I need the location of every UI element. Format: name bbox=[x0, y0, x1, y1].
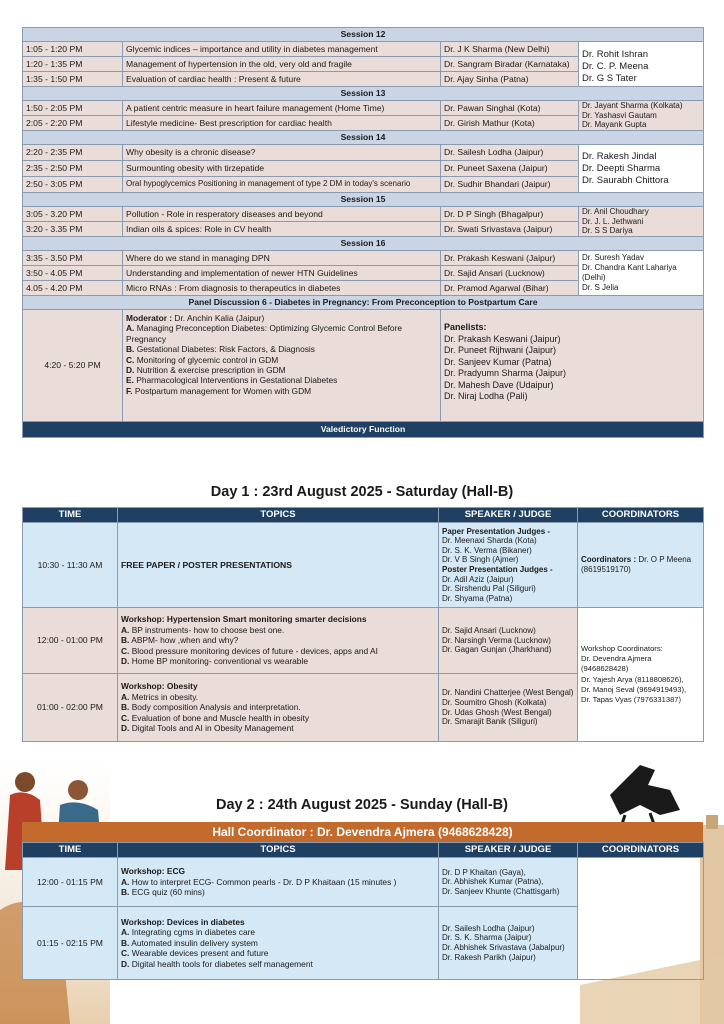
panel-item: Monitoring of glycemic control in GDM bbox=[134, 354, 279, 365]
session-time: 12:00 - 01:00 PM bbox=[23, 608, 118, 674]
session-topic: Management of hypertension in the old, very old and fragile bbox=[123, 57, 441, 72]
workshop-item: ABPM- how ,when and why? bbox=[129, 635, 239, 646]
item-letter: D. bbox=[126, 365, 135, 376]
chairperson: Dr. Chandra Kant Lahariya (Delhi) bbox=[582, 263, 677, 282]
item-letter: A. bbox=[121, 876, 130, 887]
speaker: Dr. Sajid Ansari (Lucknow) bbox=[442, 626, 536, 636]
hall-coordinator-banner: Hall Coordinator : Dr. Devendra Ajmera (9468628428) bbox=[22, 822, 703, 842]
session-speaker: Dr. Puneet Saxena (Jaipur) bbox=[441, 161, 579, 177]
speaker: Dr. Smarajit Banik (Siliguri) bbox=[442, 717, 538, 727]
item-letter: C. bbox=[121, 948, 130, 959]
day2-heading: Day 2 : 24th August 2025 - Sunday (Hall-B) bbox=[216, 797, 508, 813]
valedictory-function: Valedictory Function bbox=[23, 422, 704, 438]
chairperson: Dr. J. L. Jethwani bbox=[582, 216, 644, 226]
panelist: Dr. Prakash Keswani (Jaipur) bbox=[444, 333, 561, 344]
chairperson: Dr. Suresh Yadav bbox=[582, 253, 644, 262]
workshop-topics bbox=[118, 674, 439, 742]
session-speaker: Dr. Sudhir Bhandari (Jaipur) bbox=[441, 177, 579, 193]
workshop-coordinators-label: Workshop Coordinators: bbox=[581, 643, 663, 653]
panelist: Dr. Pradyumn Sharma (Jaipur) bbox=[444, 368, 567, 378]
session-speaker: Dr. D P Singh (Bhagalpur) bbox=[441, 207, 579, 222]
session-time: 01:15 - 02:15 PM bbox=[23, 907, 118, 980]
session-speaker: Dr. J K Sharma (New Delhi) bbox=[441, 42, 579, 57]
panel-item: Pharmacological Interventions in Gestational Diabetes bbox=[133, 375, 338, 386]
chairperson: Dr. Rohit Ishran bbox=[582, 48, 648, 60]
session-topic: Lifestyle medicine- Best prescription for cardiac health bbox=[123, 116, 441, 131]
session-speaker: Dr. Sailesh Lodha (Jaipur) bbox=[441, 145, 579, 161]
workshop-topics bbox=[118, 608, 439, 674]
panel-time: 4:20 - 5:20 PM bbox=[23, 310, 123, 422]
session-title: Session 16 bbox=[23, 237, 704, 251]
session-time: 1:50 - 2:05 PM bbox=[23, 101, 123, 116]
session-topic: A patient centric measure in heart failure management (Home Time) bbox=[123, 101, 441, 116]
session-topic: Glycemic indices – importance and utility in diabetes management bbox=[123, 42, 441, 57]
session-topic: Why obesity is a chronic disease? bbox=[123, 145, 441, 161]
item-letter: B. bbox=[121, 937, 130, 948]
item-letter: E. bbox=[126, 375, 134, 386]
session-speaker: Dr. Pawan Singhal (Kota) bbox=[441, 101, 579, 116]
panel-item: Postpartum management for Women with GDM bbox=[132, 385, 312, 396]
session-time: 3:05 - 3.20 PM bbox=[23, 207, 123, 222]
item-letter: C. bbox=[126, 354, 135, 365]
workshop-item: Digital Tools and AI in Obesity Management bbox=[129, 723, 294, 734]
session-topic: Surmounting obesity with tirzepatide bbox=[123, 161, 441, 177]
coordinators-cell bbox=[578, 523, 704, 608]
session-topic: Micro RNAs : From diagnosis to therapeutics in diabetes bbox=[123, 281, 441, 296]
speaker: Dr. Sailesh Lodha (Jaipur) bbox=[442, 923, 535, 933]
session-topic: Where do we stand in managing DPN bbox=[123, 251, 441, 266]
speaker: Dr. Sanjeev Khunte (Chattisgarh) bbox=[442, 886, 560, 896]
session-title: Session 15 bbox=[23, 193, 704, 207]
chairperson: Dr. Jayant Sharma (Kolkata) bbox=[582, 101, 683, 111]
session-speaker: Dr. Swati Srivastava (Jaipur) bbox=[441, 222, 579, 237]
workshop-item: Blood pressure monitoring devices of future - devices, apps and AI bbox=[129, 645, 378, 656]
speaker: Dr. S. K. Sharma (Jaipur) bbox=[442, 933, 532, 943]
speaker: Dr. Rakesh Parikh (Jaipur) bbox=[442, 952, 536, 962]
column-header-speaker: SPEAKER / JUDGE bbox=[439, 508, 578, 523]
coordinator: Dr. Devendra Ajmera (9468628428) bbox=[581, 654, 652, 674]
item-letter: C. bbox=[121, 712, 130, 723]
item-letter: B. bbox=[126, 344, 135, 355]
column-header-topics: TOPICS bbox=[118, 843, 439, 858]
coordinators-label: Coordinators : bbox=[581, 555, 637, 564]
session-topic: Evaluation of cardiac health : Present & future bbox=[123, 72, 441, 87]
session-time: 3:20 - 3.35 PM bbox=[23, 222, 123, 237]
item-letter: D. bbox=[121, 958, 130, 969]
workshop-title: Workshop: Obesity bbox=[121, 681, 198, 692]
session-time: 4.05 - 4.20 PM bbox=[23, 281, 123, 296]
session-time: 1:05 - 1:20 PM bbox=[23, 42, 123, 57]
speakers-list bbox=[439, 907, 578, 980]
judge: Dr. Shyama (Patna) bbox=[442, 593, 513, 603]
chairperson: Dr. Mayank Gupta bbox=[582, 120, 647, 130]
item-letter: A. bbox=[121, 691, 130, 702]
session-time: 3:50 - 4.05 PM bbox=[23, 266, 123, 281]
coordinator: Dr. Yajesh Arya (8118808626), bbox=[581, 674, 684, 684]
workshop-item: Evaluation of bone and Muscle health in obesity bbox=[129, 712, 310, 723]
panel-topics bbox=[123, 310, 441, 422]
coordinators-cell bbox=[578, 858, 704, 980]
chairperson: Dr. Rakesh Jindal bbox=[582, 150, 657, 162]
speaker: Dr. Soumitro Ghosh (Kolkata) bbox=[442, 697, 547, 707]
panelists-list bbox=[441, 310, 704, 422]
chairperson: Dr. Yashasvi Gautam bbox=[582, 110, 657, 120]
item-letter: C. bbox=[121, 645, 130, 656]
item-letter: A. bbox=[126, 323, 135, 334]
session-speaker: Dr. Pramod Agarwal (Bihar) bbox=[441, 281, 579, 296]
speakers-list bbox=[439, 608, 578, 674]
item-letter: B. bbox=[121, 702, 130, 713]
chairperson: Dr. C. P. Meena bbox=[582, 60, 649, 72]
panelist: Dr. Sanjeev Kumar (Patna) bbox=[444, 356, 552, 367]
workshop-item: Metrics in obesity. bbox=[129, 691, 199, 702]
column-header-coordinators: COORDINATORS bbox=[578, 508, 704, 523]
workshop-coordinators-cell bbox=[578, 608, 704, 742]
workshop-item: How to interpret ECG- Common pearls - Dr. D P Khaitaan (15 minutes ) bbox=[129, 876, 397, 887]
speakers-list bbox=[439, 858, 578, 907]
panel-item: Nutrition & exercise prescription in GDM bbox=[134, 365, 286, 376]
session-speaker: Dr. Prakash Keswani (Jaipur) bbox=[441, 251, 579, 266]
session-time: 10:30 - 11:30 AM bbox=[23, 523, 118, 608]
coordinator-name: Dr. O P Meena bbox=[636, 555, 692, 564]
workshop-topics bbox=[118, 907, 439, 980]
session-title: Session 12 bbox=[23, 28, 704, 42]
chairperson: Dr. Saurabh Chittora bbox=[582, 174, 669, 186]
day2-schedule-table bbox=[22, 842, 704, 980]
column-header-coordinators: COORDINATORS bbox=[578, 843, 704, 858]
coordinator: Dr. Manoj Seval (9694919493), bbox=[581, 684, 687, 694]
workshop-item: Digital health tools for diabetes self management bbox=[129, 958, 313, 969]
session-time: 2:05 - 2:20 PM bbox=[23, 116, 123, 131]
workshop-item: Body composition Analysis and interpretation. bbox=[129, 702, 301, 713]
panel-item: Gestational Diabetes: Risk Factors, & Diagnosis bbox=[134, 344, 315, 355]
workshop-title: Workshop: Hypertension Smart monitoring smarter decisions bbox=[121, 614, 367, 625]
item-letter: F. bbox=[126, 385, 133, 396]
item-letter: B. bbox=[121, 635, 130, 646]
session-time: 1:35 - 1:50 PM bbox=[23, 72, 123, 87]
day1-heading: Day 1 : 23rd August 2025 - Saturday (Hall-B) bbox=[210, 484, 514, 500]
item-letter: D. bbox=[121, 723, 130, 734]
chairperson: Dr. S S Dariya bbox=[582, 226, 633, 236]
session-time: 1:20 - 1:35 PM bbox=[23, 57, 123, 72]
speaker: Dr. Udas Ghosh (West Bengal) bbox=[442, 707, 552, 717]
workshop-item: Integrating cgms in diabetes care bbox=[129, 927, 256, 938]
coordinator: Dr. Tapas Vyas (7976331387) bbox=[581, 694, 682, 704]
column-header-time: TIME bbox=[23, 508, 118, 523]
judge: Dr. Sirshendu Pal (Siliguri) bbox=[442, 584, 536, 594]
workshop-item: Wearable devices present and future bbox=[129, 948, 269, 959]
panelist: Dr. Niraj Lodha (Pali) bbox=[444, 391, 528, 401]
session-time: 2:50 - 3:05 PM bbox=[23, 177, 123, 193]
workshop-item: Automated insulin delivery system bbox=[129, 937, 258, 948]
chairperson: Dr. S Jelia bbox=[582, 283, 619, 292]
moderator-name: Dr. Anchin Kalia (Jaipur) bbox=[172, 313, 265, 323]
day1-schedule-table bbox=[22, 507, 704, 742]
panel-item: Managing Preconception Diabetes: Optimizing Glycemic Control Before Pregnancy bbox=[126, 323, 403, 344]
session-time: 01:00 - 02:00 PM bbox=[23, 674, 118, 742]
session-time: 2:35 - 2:50 PM bbox=[23, 161, 123, 177]
workshop-topics bbox=[118, 858, 439, 907]
session-time: 2:20 - 2:35 PM bbox=[23, 145, 123, 161]
panelists-label: Panelists: bbox=[444, 322, 487, 332]
session-speaker: Dr. Sangram Biradar (Karnataka) bbox=[441, 57, 579, 72]
session-topic: Oral hypoglycemics Positioning in management of type 2 DM in today's scenario bbox=[123, 177, 441, 193]
session-topic: Pollution - Role in resperatory diseases and beyond bbox=[123, 207, 441, 222]
speaker: Dr. Abhishek Srivastava (Jabalpur) bbox=[442, 943, 565, 952]
item-letter: D. bbox=[121, 656, 130, 667]
session-time: 12:00 - 01:15 PM bbox=[23, 858, 118, 907]
conference-schedule-table bbox=[22, 27, 704, 438]
workshop-item: Home BP monitoring- conventional vs wearable bbox=[129, 656, 308, 667]
session-title: Session 13 bbox=[23, 87, 704, 101]
chairperson: Dr. Anil Choudhary bbox=[582, 207, 649, 217]
column-header-speaker: SPEAKER / JUDGE bbox=[439, 843, 578, 858]
workshop-item: ECG quiz (60 mins) bbox=[129, 887, 205, 898]
session-title: Session 14 bbox=[23, 131, 704, 145]
speaker: Dr. Nandini Chatterjee (West Bengal) bbox=[442, 688, 574, 698]
panelist: Dr. Puneet Rijhwani (Jaipur) bbox=[444, 345, 557, 355]
session-topic: Understanding and implementation of newer HTN Guidelines bbox=[123, 266, 441, 281]
column-header-topics: TOPICS bbox=[118, 508, 439, 523]
item-letter: B. bbox=[121, 887, 130, 898]
speaker: Dr. Abhishek Kumar (Patna), bbox=[442, 877, 544, 887]
speaker: Dr. D P Khaitan (Gaya), bbox=[442, 867, 526, 877]
poster-judges-label: Poster Presentation Judges - bbox=[442, 565, 553, 574]
speakers-list bbox=[439, 674, 578, 742]
workshop-title: Workshop: ECG bbox=[121, 866, 186, 877]
session-time: 3:35 - 3.50 PM bbox=[23, 251, 123, 266]
judges-list bbox=[439, 523, 578, 608]
chairperson: Dr. Deepti Sharma bbox=[582, 162, 661, 174]
session-speaker: Dr. Girish Mathur (Kota) bbox=[441, 116, 579, 131]
item-letter: A. bbox=[121, 624, 130, 635]
workshop-title: Workshop: Devices in diabetes bbox=[121, 916, 245, 927]
session-speaker: Dr. Sajid Ansari (Lucknow) bbox=[441, 266, 579, 281]
judge: Dr. S. K. Verma (Bikaner) bbox=[442, 545, 532, 555]
moderator-label: Moderator : bbox=[126, 313, 173, 323]
session-speaker: Dr. Ajay Sinha (Patna) bbox=[441, 72, 579, 87]
chairperson: Dr. G S Tater bbox=[582, 72, 637, 84]
judge: Dr. V B Singh (Ajmer) bbox=[442, 555, 519, 565]
column-header-time: TIME bbox=[23, 843, 118, 858]
speaker: Dr. Narsingh Verma (Lucknow) bbox=[442, 635, 551, 645]
session-topic: Indian oils & spices: Role in CV health bbox=[123, 222, 441, 237]
judge: Dr. Meenaxi Sharda (Kota) bbox=[442, 536, 537, 546]
item-letter: A. bbox=[121, 927, 130, 938]
workshop-item: BP instruments- how to choose best one. bbox=[129, 624, 285, 635]
panelist: Dr. Mahesh Dave (Udaipur) bbox=[444, 379, 554, 390]
speaker: Dr. Gagan Gunjan (Jharkhand) bbox=[442, 645, 552, 655]
session-topic: FREE PAPER / POSTER PRESENTATIONS bbox=[118, 523, 439, 608]
panel-discussion-title: Panel Discussion 6 - Diabetes in Pregnancy: From Preconception to Postpartum Care bbox=[23, 296, 704, 310]
judge: Dr. Adil Aziz (Jaipur) bbox=[442, 574, 514, 584]
paper-judges-label: Paper Presentation Judges - bbox=[442, 526, 551, 536]
coordinator-phone: (8619519170) bbox=[581, 565, 631, 574]
